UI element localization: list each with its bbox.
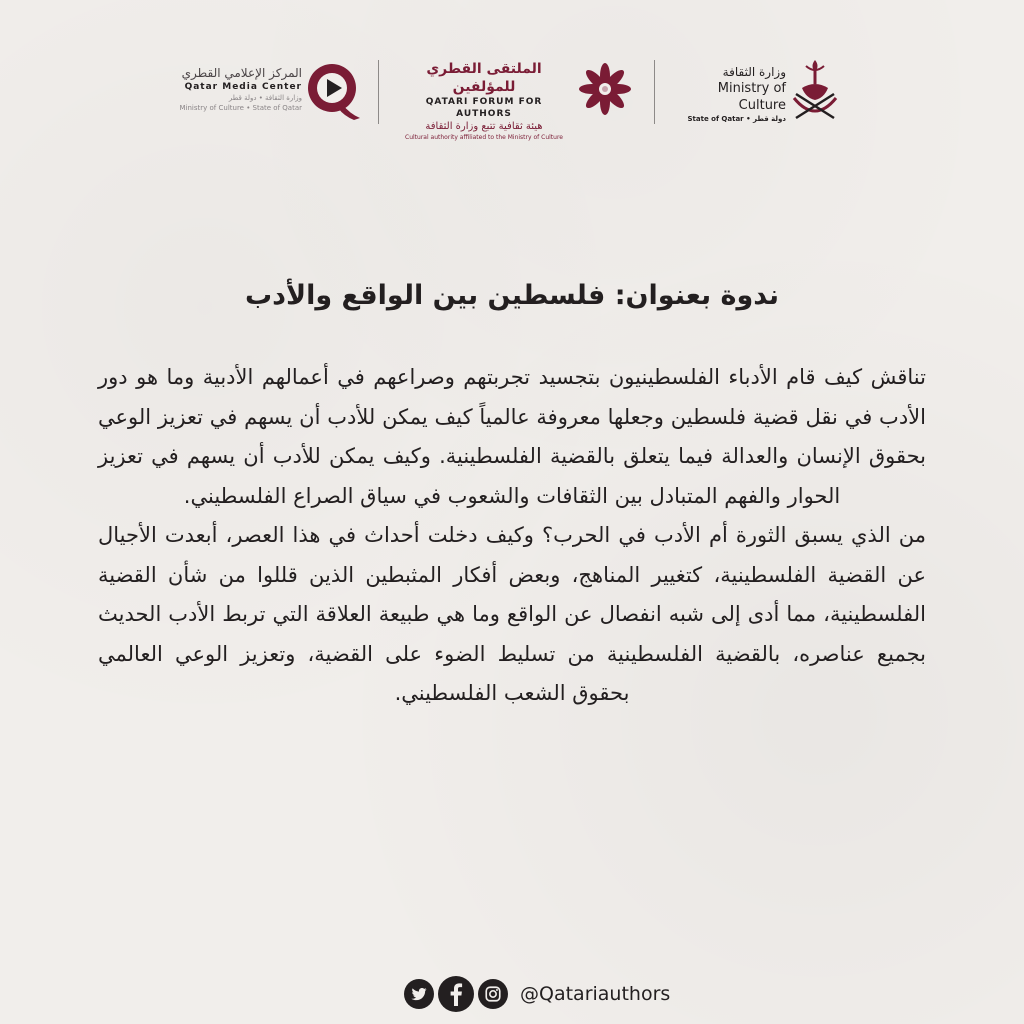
twitter-icon[interactable]: [404, 979, 434, 1009]
qfa-name-en: QATARI FORUM FOR AUTHORS: [425, 97, 543, 119]
body-paragraph: تناقش كيف قام الأدباء الفلسطينيون بتجسيد تجربتهم وصراعهم في أعمالهم الأدبية وما هو دور الأدب في نقل قضية فلسطين وجعلها معروفة عالمياً كيف يمكن للأدب أن يسهم في تعزيز الوعي بحقوق الإنسان والعدالة فيما يتعلق بالقضية الفلسطينية. وكيف يمكن للأدب أن يسهم في تعزيز الحوار والفهم المتبادل بين الثقافات والشعوب في سياق الصراع الفلسطيني.: [98, 365, 926, 508]
header-divider: [378, 60, 379, 124]
body-paragraph: من الذي يسبق الثورة أم الأدب في الحرب؟ وكيف دخلت أحداث في هذا العصر، أبعدت الأجيال عن القضية الفلسطينية، كتغيير المناهج، وبعض أفكار المثبطين الذين قللوا من شأن القضية الفلسطينية، مما أدى إلى شبه انفصال عن الواقع وما هي طبيعة العلاقة التي تربط الأدب الحديث بجميع عناصره، بالقضية الفلسطينية من تسليط الضوء على القضية، وتعزيز الوعي العالمي بحقوق الشعب الفلسطيني.: [98, 523, 926, 705]
qfa-star-emblem-icon: [576, 60, 634, 118]
facebook-icon[interactable]: [438, 976, 474, 1012]
qatar-emblem-icon: [788, 54, 842, 130]
instagram-icon[interactable]: [478, 979, 508, 1009]
article-body: [98, 358, 926, 714]
qatar-media-center-wordmark: [160, 66, 302, 113]
qfa-sub-ar: هيئة ثقافية تتبع وزارة الثقافة: [425, 121, 543, 132]
qfa-name-ar: الملتقى القطري للمؤلفين: [426, 61, 542, 95]
qmc-play-q-icon: [306, 60, 362, 122]
social-handle[interactable]: @Qatariauthors: [520, 983, 671, 1005]
qmc-name-en: Qatar Media Center: [184, 82, 302, 92]
partner-logos-header: [160, 52, 840, 141]
qfa-sub-en: Cultural authority affiliated to the Ministry of Culture: [405, 134, 563, 141]
ministry-of-culture-logo: [670, 52, 840, 132]
qmc-name-ar: المركز الإعلامي القطري: [181, 66, 302, 80]
social-footer: [404, 974, 670, 1014]
qatari-forum-for-authors-logo: [396, 52, 636, 141]
qmc-sub-en: Ministry of Culture • State of Qatar: [179, 104, 302, 112]
moc-wordmark: [670, 64, 786, 125]
qmc-sub-ar: وزارة الثقافة • دولة قطر: [228, 94, 302, 102]
page-title: ندوة بعنوان: فلسطين بين الواقع والأدب: [245, 280, 779, 311]
moc-name-ar: وزارة الثقافة: [722, 65, 786, 79]
qatar-media-center-logo: [160, 52, 360, 132]
header-divider: [654, 60, 655, 124]
moc-sub: State of Qatar • دولة قطر: [687, 115, 786, 123]
qfa-wordmark: [396, 60, 572, 142]
moc-name-en: Ministry of Culture: [717, 81, 786, 113]
